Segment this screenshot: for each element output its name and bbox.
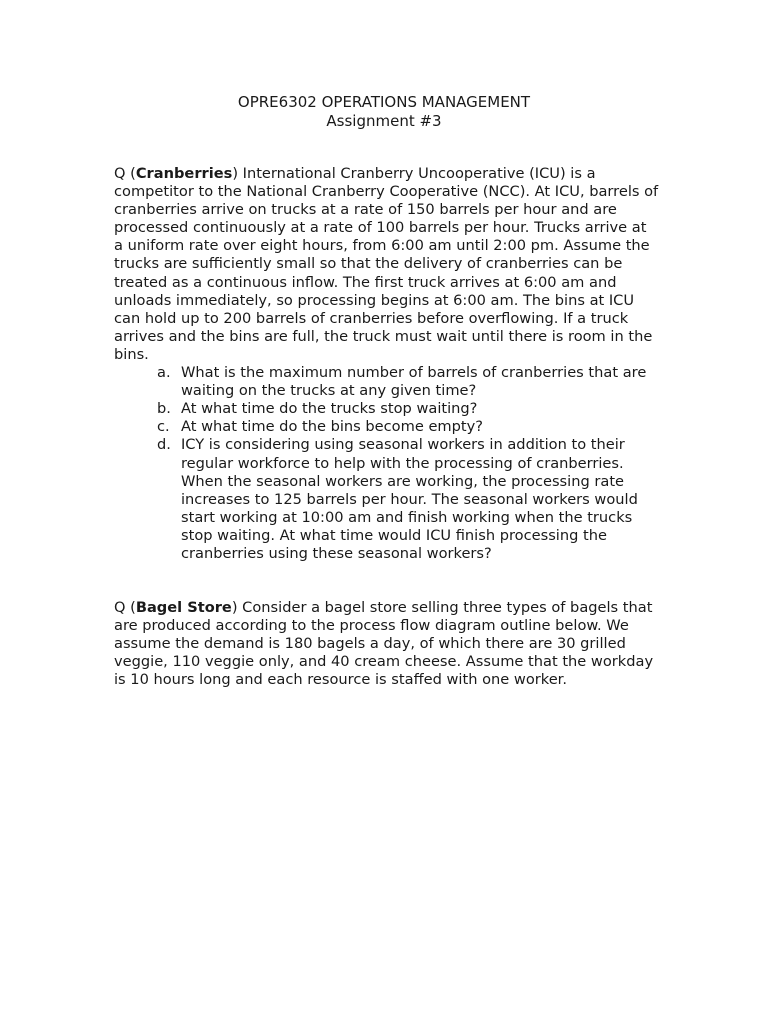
document-header	[0, 93, 768, 131]
list-item	[114, 418, 659, 436]
question-title: Bagel Store	[135, 599, 232, 617]
assignment-title: Assignment #3	[326, 112, 442, 130]
list-item	[114, 364, 659, 400]
question-text: ) International Cranberry Uncooperative (ICU) is a competitor to the National Cranberry Cooperative (NCC). At ICU, barrels of cranberries arrive on trucks at a rate of 150 barrels per hour and are processed continuously at a rate of 100 barrels per hour. Trucks arrive at a uniform rate over eight hours, from 6:00 am until 2:00 pm. Assume the trucks are sufficiently small so that the delivery of cranberries can be treated as a continuous inflow. The first truck arrives at 6:00 am and unloads immediately, so processing begins at 6:00 am. The bins at ICU can hold up to 200 barrels of cranberries before overflowing. If a truck arrives and the bins are full, the truck must wait until there is room in the bins.	[114, 165, 659, 363]
list-item	[114, 436, 659, 563]
question-paragraph	[114, 599, 659, 689]
question-prefix: Q (	[114, 599, 136, 617]
list-marker: a.	[157, 364, 171, 382]
question-title: Cranberries	[135, 165, 233, 182]
sub-question-list	[114, 364, 659, 563]
question-text: ) Consider a bagel store selling three types of bagels that are produced according to the process flow diagram outline below. We assume the demand is 180 bagels a day, of which there are 30 grilled veggie, 110 veggie only, and 40 cream cheese. Assume that the workday is 10 hours long and each resource is staffed with one worker.	[114, 599, 654, 689]
question-prefix: Q (	[114, 165, 136, 182]
list-item-text: What is the maximum number of barrels of cranberries that are waiting on the trucks at any given time?	[181, 364, 647, 400]
document-body	[114, 165, 659, 690]
course-title: OPRE6302 OPERATIONS MANAGEMENT	[237, 93, 531, 111]
list-item-text: ICY is considering using seasonal workers in addition to their regular workforce to help with the processing of cranberries. When the seasonal workers are working, the processing rate increases to 125 barrels per hour. The seasonal workers would start working at 10:00 am and finish working when the trucks stop waiting. At what time would ICU finish processing the cranberries using these seasonal workers?	[181, 436, 638, 562]
list-marker: d.	[157, 436, 171, 454]
list-item-text: At what time do the trucks stop waiting?	[181, 400, 478, 418]
question-cranberries	[114, 165, 659, 563]
list-item	[114, 400, 659, 418]
list-marker: b.	[157, 400, 171, 418]
question-bagel-store	[114, 599, 659, 689]
question-paragraph	[114, 165, 659, 364]
list-item-text: At what time do the bins become empty?	[181, 418, 484, 436]
list-marker: c.	[157, 418, 170, 436]
